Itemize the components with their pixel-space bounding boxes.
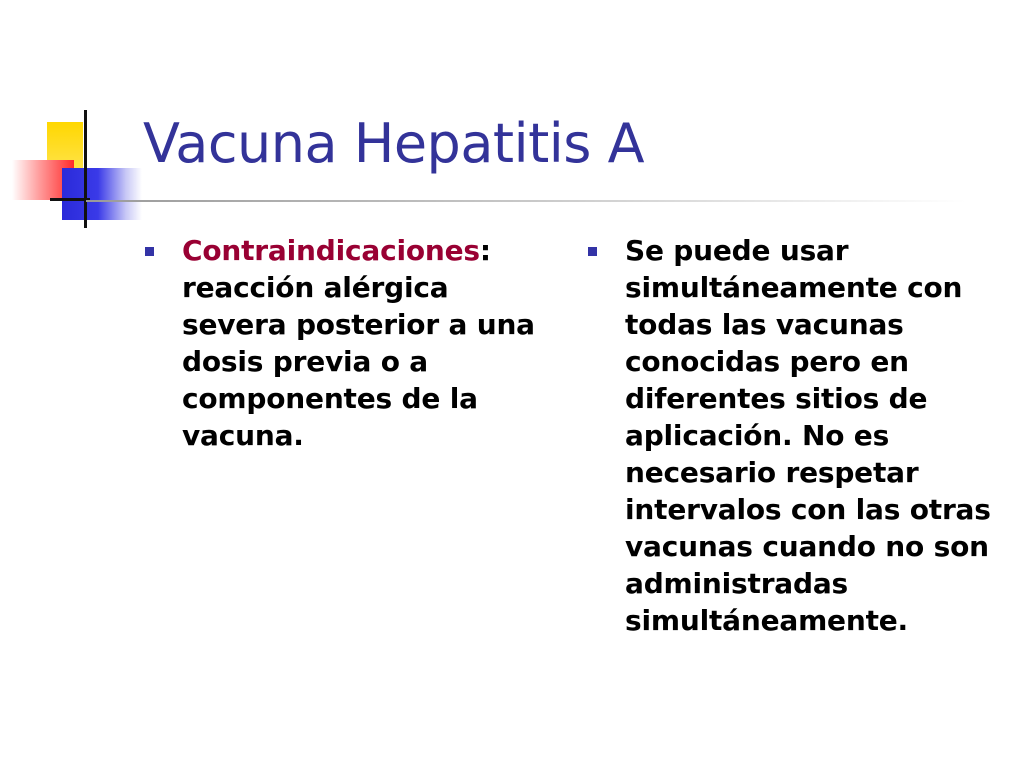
- square-bullet-icon: [145, 247, 154, 256]
- term-separator: :: [479, 234, 491, 267]
- square-bullet-icon: [588, 247, 597, 256]
- simultaneous-use-text: Se puede usar simultáneamente con todas las vacunas conocidas pero en diferentes sitios de aplicación. No es necesario respetar intervalos con las otras vacunas cuando no son administradas simultáneamente.: [625, 234, 991, 637]
- blue-square-shape: [62, 168, 142, 220]
- right-bullet-list: [588, 232, 1008, 639]
- left-bullet-list: [145, 232, 535, 454]
- contraindications-term: Contraindicaciones: [182, 234, 480, 267]
- contraindications-text: reacción alérgica severa posterior a una dosis previa o a componentes de la vacuna.: [182, 271, 535, 452]
- slide-title: Vacuna Hepatitis A: [143, 112, 645, 175]
- contraindications-bullet: [145, 232, 535, 454]
- simultaneous-use-bullet: [588, 232, 1008, 639]
- horizontal-line-shape: [50, 198, 90, 201]
- decorative-logo-icon: [0, 100, 150, 240]
- vertical-line-shape: [84, 110, 87, 228]
- title-divider: [86, 200, 966, 202]
